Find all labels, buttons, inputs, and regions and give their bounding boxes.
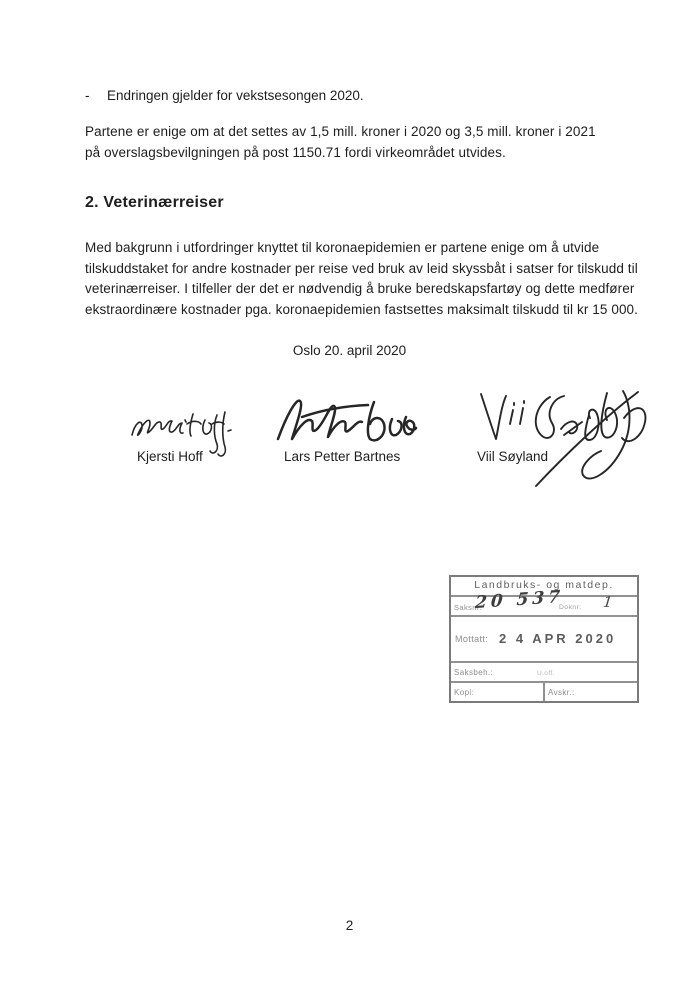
stamp-row-saksnr	[451, 586, 637, 615]
paragraph-line: Partene er enige om at det settes av 1,5 mill. kroner i 2020 og 3,5 mill. kroner i 2021	[85, 124, 596, 139]
paragraph-veterinary-travel	[85, 238, 638, 320]
paragraph-line: ekstraordinære kostnader pga. koronaepidemien fastsettes maksimalt tilskudd til kr 15 000.	[85, 301, 639, 317]
bullet-item	[85, 88, 364, 104]
stamp-avskr-cell	[545, 683, 637, 701]
stamp-kopi-label: Kopi:	[454, 688, 475, 697]
stamp-avskr-label: Avskr.:	[548, 688, 575, 697]
signature-name-viil-soyland: Viil Søyland	[477, 449, 549, 464]
signature-ink-viil-soyland	[472, 382, 652, 494]
paragraph-line: Med bakgrunn i utfordringer knyttet til koronaepidemien er partene enige om å utvide	[85, 240, 600, 255]
stamp-saksnr-label: Saksnr:	[454, 603, 483, 612]
signature-name-lars-petter-bartnes: Lars Petter Bartnes	[284, 449, 401, 464]
page-number: 2	[345, 918, 354, 933]
stamp-row-mottatt	[451, 615, 637, 661]
stamp-kopi-cell	[451, 683, 545, 701]
stamp-doknr-handwritten-value: 1	[602, 592, 614, 612]
stamp-row-kopi-avskr	[451, 681, 637, 701]
stamp-saksnr-handwritten-value: 20 537	[474, 586, 565, 614]
stamp-row-saksbeh	[451, 661, 637, 681]
section-heading-veterinaerreiser: 2. Veterinærreiser	[85, 194, 224, 211]
stamp-uoff-label: U.off.	[537, 670, 555, 677]
paragraph-line: på overslagsbevilgningen på post 1150.71 fordi virkeområdet utvides.	[85, 145, 506, 161]
dateline: Oslo 20. april 2020	[292, 343, 407, 358]
stamp-saksbeh-label: Saksbeh.:	[454, 668, 494, 677]
bullet-text: Endringen gjelder for vekstsesongen 2020.	[107, 88, 364, 103]
registry-stamp	[449, 575, 639, 703]
bullet-dash: -	[85, 88, 90, 103]
stamp-received-date: 2 4 APR 2020	[499, 631, 617, 646]
signature-ink-lars-petter-bartnes	[268, 393, 418, 451]
paragraph-line: tilskuddstaket for andre kostnader per reise ved bruk av leid skyssbåt i satser for tilskudd til	[85, 260, 638, 276]
stamp-mottatt-label: Mottatt:	[455, 634, 489, 644]
paragraph-line: veterinærreiser. I tilfeller der det er nødvendig å bruke beredskapsfartøy og dette medfører	[85, 281, 635, 296]
paragraph-budget-allocation	[85, 121, 596, 164]
stamp-doknr-label: Doknr:	[559, 604, 582, 611]
signature-name-kjersti-hoff: Kjersti Hoff	[137, 449, 203, 464]
stamp-department-name: Landbruks- og matdep.	[474, 579, 614, 591]
